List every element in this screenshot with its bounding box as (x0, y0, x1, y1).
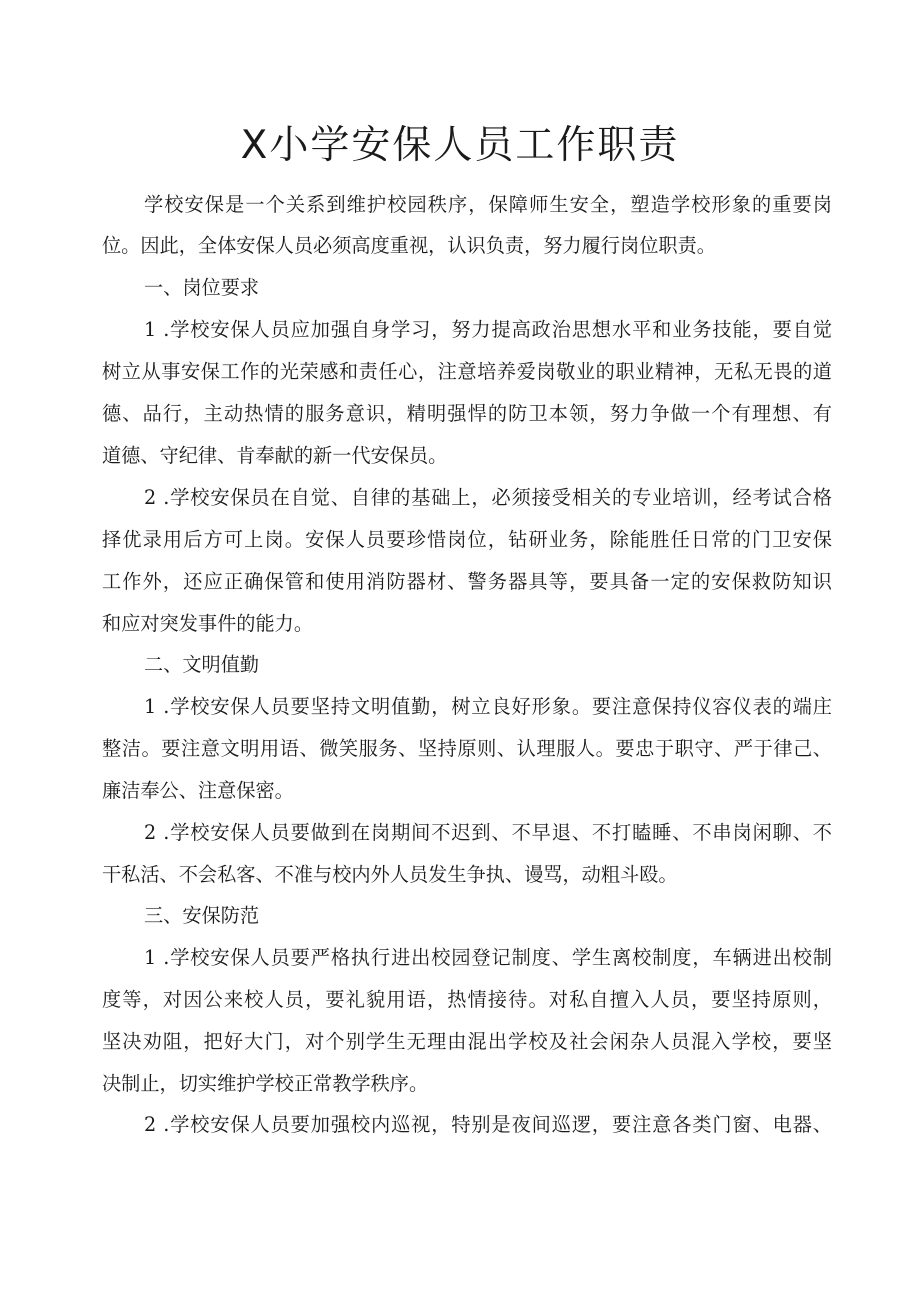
paragraph-line: 道德、守纪律、肯奉献的新一代安保员。 (102, 444, 448, 467)
section-heading: 三、安保防范 (144, 904, 260, 927)
paragraph-line: 1 .学校安保人员应加强自身学习，努力提高政治思想水平和业务技能，要自觉 (144, 318, 832, 341)
paragraph-line: 干私活、不会私客、不准与校内外人员发生争执、谩骂，动粗斗殴。 (102, 863, 678, 886)
paragraph-line: 工作外，还应正确保管和使用消防器材、警务器具等，要具备一定的安保救防知识 (102, 570, 832, 593)
section-heading: 二、文明值勤 (144, 653, 260, 676)
paragraph-line: 决制止，切实维护学校正常教学秩序。 (102, 1072, 429, 1095)
paragraph-line: 2 .学校安保员在自觉、自律的基础上，必须接受相关的专业培训，经考试合格 (144, 486, 832, 509)
paragraph-line: 德、品行，主动热情的服务意识，精明强悍的防卫本领，努力争做一个有理想、有 (102, 402, 832, 425)
paragraph-line: 2 .学校安保人员要加强校内巡视，特别是夜间巡逻，要注意各类门窗、电器、 (144, 1113, 832, 1136)
paragraph-line: 1 .学校安保人员要坚持文明值勤，树立良好形象。要注意保持仪容仪表的端庄 (144, 695, 832, 718)
paragraph-line: 坚决劝阻，把好大门，对个别学生无理由混出学校及社会闲杂人员混入学校，要坚 (102, 1030, 832, 1053)
paragraph-line: 学校安保是一个关系到维护校园秩序，保障师生安全，塑造学校形象的重要岗 (144, 193, 832, 216)
paragraph-line: 和应对突发事件的能力。 (102, 612, 314, 635)
paragraph-line: 1 .学校安保人员要严格执行进出校园登记制度、学生离校制度，车辆进出校制 (144, 946, 832, 969)
paragraph-line: 择优录用后方可上岗。安保人员要珍惜岗位，钻研业务，除能胜任日常的门卫安保 (102, 528, 832, 551)
paragraph-line: 位。因此，全体安保人员必须高度重视，认识负责，努力履行岗位职责。 (102, 234, 716, 257)
section-heading: 一、岗位要求 (144, 276, 260, 299)
paragraph-line: 整洁。要注意文明用语、微笑服务、坚持原则、认理服人。要忠于职守、严于律己、 (102, 737, 832, 760)
paragraph-line: 2 .学校安保人员要做到在岗期间不迟到、不早退、不打瞌睡、不串岗闲聊、不 (144, 821, 832, 844)
document-title: X小学安保人员工作职责 (240, 123, 680, 168)
paragraph-line: 树立从事安保工作的光荣感和责任心，注意培养爱岗敬业的职业精神，无私无畏的道 (102, 360, 832, 383)
paragraph-line: 廉洁奉公、注意保密。 (102, 779, 294, 802)
paragraph-line: 度等，对因公来校人员，要礼貌用语，热情接待。对私自擅入人员，要坚持原则， (102, 988, 832, 1011)
